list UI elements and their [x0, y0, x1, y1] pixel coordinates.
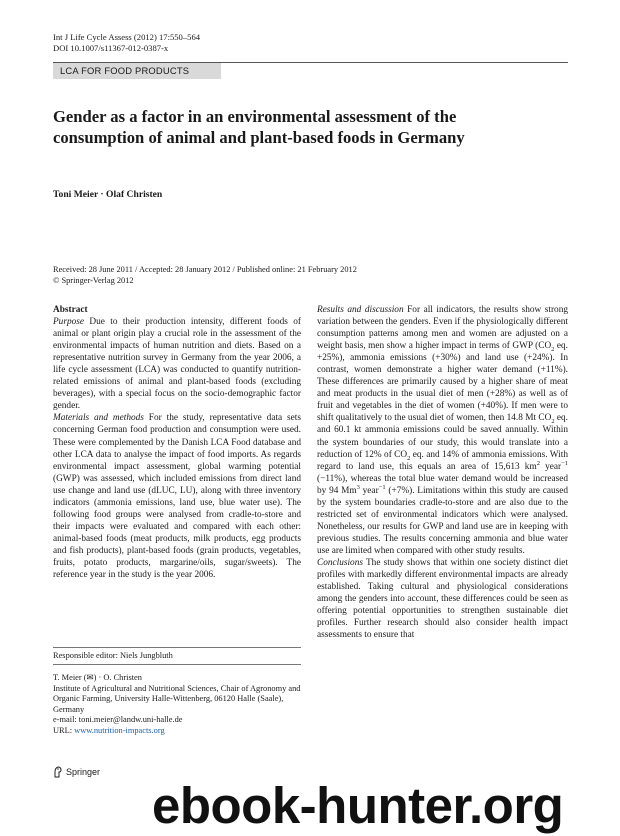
responsible-editor: Responsible editor: Niels Jungbluth: [53, 651, 173, 660]
email: e-mail: toni.meier@landw.uni-halle.de: [53, 715, 183, 725]
abstract-purpose: [53, 316, 301, 412]
km2-superscript: 2: [536, 459, 540, 467]
conclusions-text: The study shows that within one society distinct diet profiles with markedly different environmental impacts are already established. Taking cultural and physiological considerations among the genders into account, these differences could be seen as offering potential opportunities to strengthen sustainable diet profiles. Further research should also consider health impact assessments to ensure that: [317, 557, 568, 641]
journal-header: [53, 32, 200, 54]
url-line: [53, 726, 303, 737]
footnote-rule: [53, 647, 301, 648]
results-label: Results and discussion: [317, 305, 404, 315]
results-text-1: For all indicators, the results show strong variation between the genders. Even if the physiologically different consumption patterns among men and women are adjusted on a weight basis, men show a higher impact in terms of GWP (CO: [317, 305, 568, 352]
results-text-5: year: [539, 461, 562, 472]
purpose-label: Purpose: [53, 317, 84, 328]
publisher-name: Springer: [66, 767, 101, 777]
purpose-text: Due to their production intensity, different foods of animal or plant origin play a crucial role in the assessment of the environmental impacts of human nutrition and diets. Based on a representative nutrition survey in Germany from the year 2006, a life cycle assessment (LCA) was conducted to quantify nutrition-related emissions of animal and plant-based foods (excluding beverages), with a special focus on the socio-demographic factor gender.: [53, 317, 301, 412]
per-year-superscript: −1: [378, 483, 386, 491]
institute: Institute of Agricultural and Nutritional Sciences, Chair of Agronomy and Organic Farming, University Halle-Wittenberg, 06120 Halle (Saale), Germany: [53, 683, 301, 714]
abstract-left-column: [53, 304, 301, 581]
footnote-rule-2: [53, 664, 301, 665]
abstract-methods: [53, 412, 301, 581]
abstract-conclusions: [317, 557, 568, 641]
article-title: Gender as a factor in an environmental assessment of the consumption of animal and plant-based foods in Germany: [53, 107, 465, 147]
author-affiliation: [53, 673, 303, 737]
publication-dates: [53, 264, 357, 286]
publisher-logo: [53, 766, 100, 778]
per-year-superscript: −1: [561, 459, 568, 467]
results-text-8: (+7%). Limitations within this study are caused by the system boundaries cradle-to-store and are also due to the restricted set of environmental indicators which were analysed. Nonetheless, our results for GWP and land use are in keeping with previous studies. The results concerning ammonia and blue water use are limited when compared with other study results.: [317, 485, 568, 556]
project-url-link[interactable]: www.nutrition-impacts.org: [74, 725, 165, 735]
corresponding-authors: T. Meier (✉) · O. Christen: [53, 673, 142, 682]
mm3-superscript: 3: [356, 483, 360, 491]
abstract-heading: Abstract: [53, 305, 88, 315]
results-text-3: eq. and 60.1 kt ammonia emissions could be saved annually. Within the system boundaries of our study, this would translate into a reduction of 12% of CO: [317, 413, 568, 460]
co2-subscript: 2: [407, 454, 411, 462]
methods-label: Materials and methods: [53, 413, 144, 424]
journal-citation: Int J Life Cycle Assess (2012) 17:550–564: [53, 32, 201, 42]
watermark: ebook-hunter.org: [152, 777, 564, 834]
abstract-results: [317, 304, 568, 557]
springer-horse-icon: [53, 766, 63, 778]
abstract-right-column: [317, 304, 568, 641]
conclusions-label: Conclusions: [317, 557, 363, 568]
results-text-4: eq. and 14% of ammonia emissions. With regard to land use, this equals an area of 15,613 km: [317, 449, 568, 472]
results-text-7: year: [359, 485, 379, 496]
results-text-2: eq. +25%), ammonia emissions (+30%) and land use (+24%). In contrast, women demonstrate a higher water demand (+11%). These differences are primarily caused by a higher share of meat and meat products in the usual diet of men (+28%) as well as of fruit and vegetables in the diet of women (+40%). If men were to shift qualitatively to the usual diet of women, then 14.8 Mt CO: [317, 341, 568, 424]
co2-subscript: 2: [551, 346, 555, 353]
article-authors: Toni Meier · Olaf Christen: [53, 189, 163, 200]
methods-text: For the study, representative data sets concerning German food production and consumption were used. These were complemented by the Danish LCA Food database and other LCA data to analyse the impact of food imports. As regards environmental impact assessment, global warming potential (GWP) was assessed, which included emissions from direct land use change and land use (dLUC, LU), along with three inventory indicators (ammonia emissions, land use, blue water use). The following food groups were analysed from cradle-to-store and their impacts were evaluated and compared with each other: animal-based foods (meat products, milk products, egg products and fish products), plant-based foods (grain products, vegetables, fruits, potato products, margarine/oils, sugar/sweets). The reference year in the study is the year 2006.: [53, 413, 301, 581]
doi: DOI 10.1007/s11367-012-0387-x: [53, 43, 169, 53]
dates-line: Received: 28 June 2011 / Accepted: 28 January 2012 / Published online: 21 February 2012: [53, 265, 357, 274]
co2-subscript: 2: [551, 418, 555, 426]
copyright-line: © Springer-Verlag 2012: [53, 276, 134, 285]
section-label: LCA FOR FOOD PRODUCTS: [53, 63, 221, 79]
url-label: URL:: [53, 725, 75, 735]
results-text-6: (−11%), whereas the total blue water demand would be increased by 94 Mm: [317, 473, 568, 496]
